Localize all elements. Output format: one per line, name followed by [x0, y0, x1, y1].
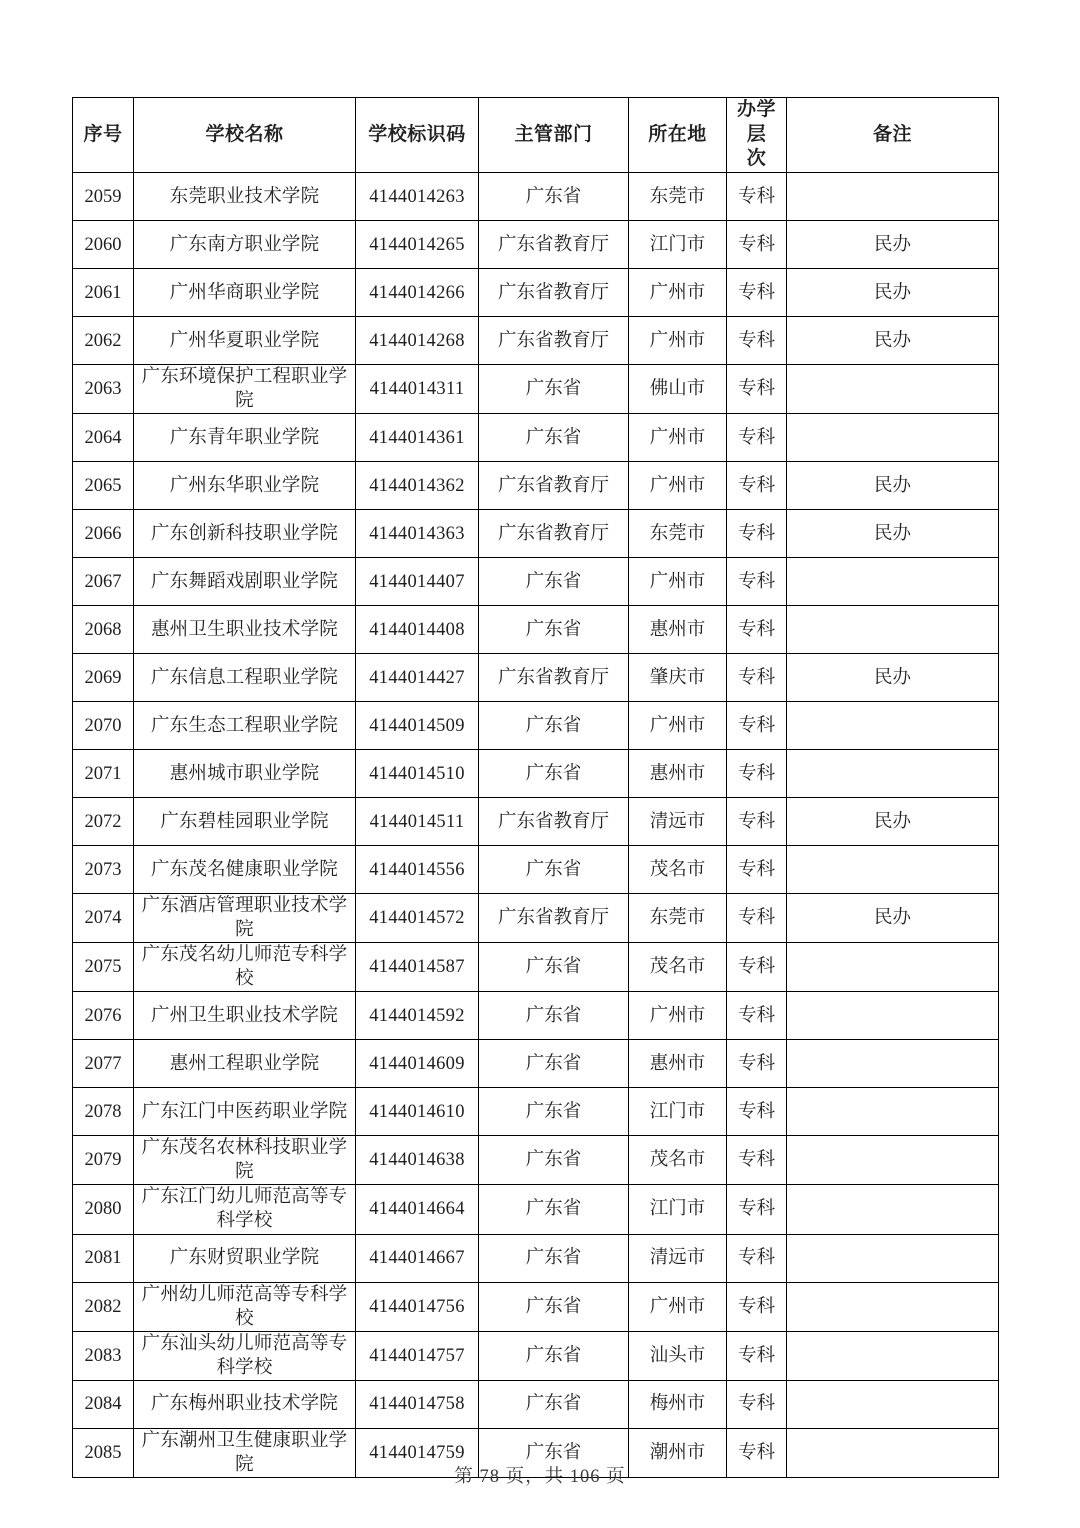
- cell-department: 广东省: [479, 943, 629, 992]
- cell-index: 2067: [73, 558, 134, 606]
- cell-location: 广州市: [629, 992, 727, 1040]
- cell-department: 广东省: [479, 1185, 629, 1234]
- column-header-location: 所在地: [629, 98, 727, 173]
- cell-location: 东莞市: [629, 173, 727, 221]
- cell-index: 2061: [73, 269, 134, 317]
- table-row: [73, 943, 999, 992]
- school-roster-table: [72, 97, 999, 1478]
- cell-education-level: 专科: [727, 1331, 787, 1380]
- table-row: [73, 510, 999, 558]
- cell-education-level: 专科: [727, 894, 787, 943]
- cell-index: 2076: [73, 992, 134, 1040]
- cell-school-code: 4144014408: [356, 606, 479, 654]
- column-header-index: 序号: [73, 98, 134, 173]
- cell-school-name: 广东环境保护工程职业学院: [134, 365, 356, 414]
- cell-department: 广东省教育厅: [479, 221, 629, 269]
- cell-location: 肇庆市: [629, 654, 727, 702]
- cell-remarks: [787, 992, 999, 1040]
- table-row: [73, 1234, 999, 1282]
- table-row: [73, 462, 999, 510]
- table-header-row: [73, 98, 999, 173]
- table-row: [73, 798, 999, 846]
- cell-remarks: [787, 702, 999, 750]
- table-row: [73, 750, 999, 798]
- column-header-school-name: 学校名称: [134, 98, 356, 173]
- cell-education-level: 专科: [727, 317, 787, 365]
- cell-education-level: 专科: [727, 365, 787, 414]
- cell-school-name: 广东汕头幼儿师范高等专科学校: [134, 1331, 356, 1380]
- cell-location: 广州市: [629, 414, 727, 462]
- cell-location: 清远市: [629, 1234, 727, 1282]
- cell-education-level: 专科: [727, 654, 787, 702]
- cell-education-level: 专科: [727, 1136, 787, 1185]
- cell-index: 2081: [73, 1234, 134, 1282]
- cell-index: 2068: [73, 606, 134, 654]
- table-row: [73, 365, 999, 414]
- cell-school-code: 4144014427: [356, 654, 479, 702]
- cell-school-name: 广东茂名幼儿师范专科学校: [134, 943, 356, 992]
- cell-school-code: 4144014266: [356, 269, 479, 317]
- table-row: [73, 221, 999, 269]
- table-header: [73, 98, 999, 173]
- cell-location: 广州市: [629, 462, 727, 510]
- cell-education-level: 专科: [727, 1088, 787, 1136]
- cell-school-name: 广州华夏职业学院: [134, 317, 356, 365]
- cell-education-level: 专科: [727, 1040, 787, 1088]
- cell-department: 广东省: [479, 1088, 629, 1136]
- cell-index: 2063: [73, 365, 134, 414]
- cell-index: 2077: [73, 1040, 134, 1088]
- cell-location: 东莞市: [629, 894, 727, 943]
- cell-school-code: 4144014511: [356, 798, 479, 846]
- cell-education-level: 专科: [727, 1380, 787, 1428]
- cell-index: 2075: [73, 943, 134, 992]
- cell-education-level: 专科: [727, 1234, 787, 1282]
- cell-department: 广东省: [479, 558, 629, 606]
- table-row: [73, 894, 999, 943]
- cell-department: 广东省: [479, 702, 629, 750]
- cell-department: 广东省教育厅: [479, 654, 629, 702]
- cell-location: 江门市: [629, 1088, 727, 1136]
- table-row: [73, 654, 999, 702]
- cell-location: 惠州市: [629, 606, 727, 654]
- cell-school-name: 广东南方职业学院: [134, 221, 356, 269]
- cell-education-level: 专科: [727, 414, 787, 462]
- cell-school-name: 广东碧桂园职业学院: [134, 798, 356, 846]
- cell-school-code: 4144014510: [356, 750, 479, 798]
- cell-department: 广东省: [479, 1234, 629, 1282]
- cell-school-code: 4144014758: [356, 1380, 479, 1428]
- education-level-header-line1: 办学层: [736, 99, 776, 145]
- cell-department: 广东省: [479, 992, 629, 1040]
- table-row: [73, 1282, 999, 1331]
- cell-department: 广东省: [479, 846, 629, 894]
- page-footer: 第 78 页，共 106 页: [454, 1467, 626, 1487]
- cell-school-name: 广东茂名健康职业学院: [134, 846, 356, 894]
- cell-school-code: 4144014263: [356, 173, 479, 221]
- table-row: [73, 317, 999, 365]
- cell-school-code: 4144014756: [356, 1282, 479, 1331]
- cell-education-level: 专科: [727, 1428, 787, 1477]
- cell-school-code: 4144014638: [356, 1136, 479, 1185]
- cell-school-code: 4144014361: [356, 414, 479, 462]
- cell-remarks: 民办: [787, 269, 999, 317]
- column-header-education-level: [727, 98, 787, 173]
- cell-department: 广东省教育厅: [479, 269, 629, 317]
- cell-remarks: 民办: [787, 894, 999, 943]
- cell-remarks: 民办: [787, 221, 999, 269]
- cell-education-level: 专科: [727, 1282, 787, 1331]
- cell-location: 汕头市: [629, 1331, 727, 1380]
- cell-department: 广东省: [479, 414, 629, 462]
- table-row: [73, 1040, 999, 1088]
- cell-school-name: 广东生态工程职业学院: [134, 702, 356, 750]
- cell-location: 茂名市: [629, 1136, 727, 1185]
- cell-location: 茂名市: [629, 846, 727, 894]
- cell-school-name: 广州卫生职业技术学院: [134, 992, 356, 1040]
- cell-school-code: 4144014592: [356, 992, 479, 1040]
- cell-location: 广州市: [629, 702, 727, 750]
- cell-remarks: [787, 1088, 999, 1136]
- cell-department: 广东省教育厅: [479, 894, 629, 943]
- cell-remarks: [787, 1331, 999, 1380]
- cell-department: 广东省: [479, 365, 629, 414]
- cell-department: 广东省: [479, 1040, 629, 1088]
- cell-department: 广东省教育厅: [479, 798, 629, 846]
- cell-index: 2084: [73, 1380, 134, 1428]
- cell-remarks: [787, 1136, 999, 1185]
- cell-location: 惠州市: [629, 1040, 727, 1088]
- cell-school-name: 广州幼儿师范高等专科学校: [134, 1282, 356, 1331]
- cell-education-level: 专科: [727, 846, 787, 894]
- cell-education-level: 专科: [727, 462, 787, 510]
- cell-school-name: 广东青年职业学院: [134, 414, 356, 462]
- column-header-department: 主管部门: [479, 98, 629, 173]
- cell-school-name: 广东酒店管理职业技术学院: [134, 894, 356, 943]
- cell-school-name: 广东财贸职业学院: [134, 1234, 356, 1282]
- cell-school-name: 广州东华职业学院: [134, 462, 356, 510]
- cell-location: 江门市: [629, 221, 727, 269]
- cell-school-name: 广东创新科技职业学院: [134, 510, 356, 558]
- cell-education-level: 专科: [727, 606, 787, 654]
- cell-remarks: 民办: [787, 798, 999, 846]
- cell-location: 广州市: [629, 269, 727, 317]
- cell-remarks: [787, 1380, 999, 1428]
- cell-location: 广州市: [629, 558, 727, 606]
- cell-remarks: [787, 750, 999, 798]
- cell-index: 2062: [73, 317, 134, 365]
- cell-education-level: 专科: [727, 173, 787, 221]
- cell-index: 2060: [73, 221, 134, 269]
- cell-location: 梅州市: [629, 1380, 727, 1428]
- cell-school-code: 4144014664: [356, 1185, 479, 1234]
- cell-index: 2066: [73, 510, 134, 558]
- cell-index: 2059: [73, 173, 134, 221]
- cell-school-code: 4144014265: [356, 221, 479, 269]
- cell-school-code: 4144014587: [356, 943, 479, 992]
- cell-index: 2085: [73, 1428, 134, 1477]
- cell-school-name: 广东潮州卫生健康职业学院: [134, 1428, 356, 1477]
- cell-school-code: 4144014610: [356, 1088, 479, 1136]
- cell-remarks: [787, 846, 999, 894]
- cell-remarks: [787, 414, 999, 462]
- table-row: [73, 846, 999, 894]
- table-row: [73, 558, 999, 606]
- cell-remarks: 民办: [787, 462, 999, 510]
- cell-location: 广州市: [629, 317, 727, 365]
- cell-index: 2064: [73, 414, 134, 462]
- cell-location: 广州市: [629, 1282, 727, 1331]
- cell-index: 2080: [73, 1185, 134, 1234]
- cell-school-code: 4144014311: [356, 365, 479, 414]
- cell-index: 2082: [73, 1282, 134, 1331]
- cell-school-code: 4144014759: [356, 1428, 479, 1477]
- cell-remarks: 民办: [787, 510, 999, 558]
- cell-school-code: 4144014609: [356, 1040, 479, 1088]
- cell-school-code: 4144014667: [356, 1234, 479, 1282]
- cell-location: 茂名市: [629, 943, 727, 992]
- cell-school-code: 4144014757: [356, 1331, 479, 1380]
- cell-school-name: 广东信息工程职业学院: [134, 654, 356, 702]
- cell-school-code: 4144014556: [356, 846, 479, 894]
- cell-education-level: 专科: [727, 943, 787, 992]
- cell-department: 广东省: [479, 1136, 629, 1185]
- cell-education-level: 专科: [727, 1185, 787, 1234]
- cell-school-name: 广东舞蹈戏剧职业学院: [134, 558, 356, 606]
- column-header-school-code: 学校标识码: [356, 98, 479, 173]
- table-row: [73, 702, 999, 750]
- cell-education-level: 专科: [727, 798, 787, 846]
- cell-remarks: [787, 943, 999, 992]
- table-row: [73, 173, 999, 221]
- cell-department: 广东省: [479, 1331, 629, 1380]
- cell-education-level: 专科: [727, 221, 787, 269]
- table-row: [73, 414, 999, 462]
- cell-school-code: 4144014268: [356, 317, 479, 365]
- cell-school-name: 东莞职业技术学院: [134, 173, 356, 221]
- cell-index: 2071: [73, 750, 134, 798]
- cell-education-level: 专科: [727, 558, 787, 606]
- cell-school-name: 广东梅州职业技术学院: [134, 1380, 356, 1428]
- cell-index: 2079: [73, 1136, 134, 1185]
- cell-remarks: 民办: [787, 654, 999, 702]
- cell-education-level: 专科: [727, 510, 787, 558]
- cell-location: 惠州市: [629, 750, 727, 798]
- cell-remarks: [787, 1234, 999, 1282]
- cell-remarks: [787, 1040, 999, 1088]
- cell-school-name: 广东江门中医药职业学院: [134, 1088, 356, 1136]
- cell-school-name: 惠州工程职业学院: [134, 1040, 356, 1088]
- cell-location: 佛山市: [629, 365, 727, 414]
- cell-index: 2078: [73, 1088, 134, 1136]
- cell-department: 广东省教育厅: [479, 317, 629, 365]
- cell-school-name: 广州华商职业学院: [134, 269, 356, 317]
- cell-remarks: [787, 173, 999, 221]
- cell-education-level: 专科: [727, 750, 787, 798]
- cell-school-name: 广东茂名农林科技职业学院: [134, 1136, 356, 1185]
- cell-school-name: 惠州城市职业学院: [134, 750, 356, 798]
- cell-index: 2070: [73, 702, 134, 750]
- cell-index: 2065: [73, 462, 134, 510]
- cell-index: 2074: [73, 894, 134, 943]
- cell-department: 广东省: [479, 750, 629, 798]
- cell-remarks: [787, 365, 999, 414]
- cell-education-level: 专科: [727, 702, 787, 750]
- cell-department: 广东省教育厅: [479, 510, 629, 558]
- cell-remarks: [787, 1185, 999, 1234]
- table-row: [73, 269, 999, 317]
- cell-remarks: [787, 606, 999, 654]
- cell-remarks: [787, 1282, 999, 1331]
- cell-school-name: 惠州卫生职业技术学院: [134, 606, 356, 654]
- cell-school-name: 广东江门幼儿师范高等专科学校: [134, 1185, 356, 1234]
- table-row: [73, 1088, 999, 1136]
- cell-location: 东莞市: [629, 510, 727, 558]
- cell-education-level: 专科: [727, 269, 787, 317]
- school-roster-table-container: [72, 97, 998, 1478]
- cell-index: 2073: [73, 846, 134, 894]
- cell-school-code: 4144014407: [356, 558, 479, 606]
- cell-location: 江门市: [629, 1185, 727, 1234]
- cell-remarks: 民办: [787, 317, 999, 365]
- table-row: [73, 1331, 999, 1380]
- education-level-header-line2: 次: [746, 148, 767, 170]
- table-row: [73, 606, 999, 654]
- cell-department: 广东省: [479, 1380, 629, 1428]
- table-row: [73, 1380, 999, 1428]
- table-row: [73, 1136, 999, 1185]
- cell-department: 广东省: [479, 1428, 629, 1477]
- cell-department: 广东省: [479, 606, 629, 654]
- cell-department: 广东省: [479, 1282, 629, 1331]
- column-header-remarks: 备注: [787, 98, 999, 173]
- table-row: [73, 1185, 999, 1234]
- cell-index: 2083: [73, 1331, 134, 1380]
- cell-remarks: [787, 558, 999, 606]
- cell-location: 清远市: [629, 798, 727, 846]
- cell-education-level: 专科: [727, 992, 787, 1040]
- cell-department: 广东省教育厅: [479, 462, 629, 510]
- cell-school-code: 4144014572: [356, 894, 479, 943]
- table-body: [73, 173, 999, 1478]
- table-row: [73, 992, 999, 1040]
- cell-department: 广东省: [479, 173, 629, 221]
- cell-school-code: 4144014363: [356, 510, 479, 558]
- cell-location: 潮州市: [629, 1428, 727, 1477]
- cell-index: 2072: [73, 798, 134, 846]
- cell-school-code: 4144014509: [356, 702, 479, 750]
- cell-index: 2069: [73, 654, 134, 702]
- cell-school-code: 4144014362: [356, 462, 479, 510]
